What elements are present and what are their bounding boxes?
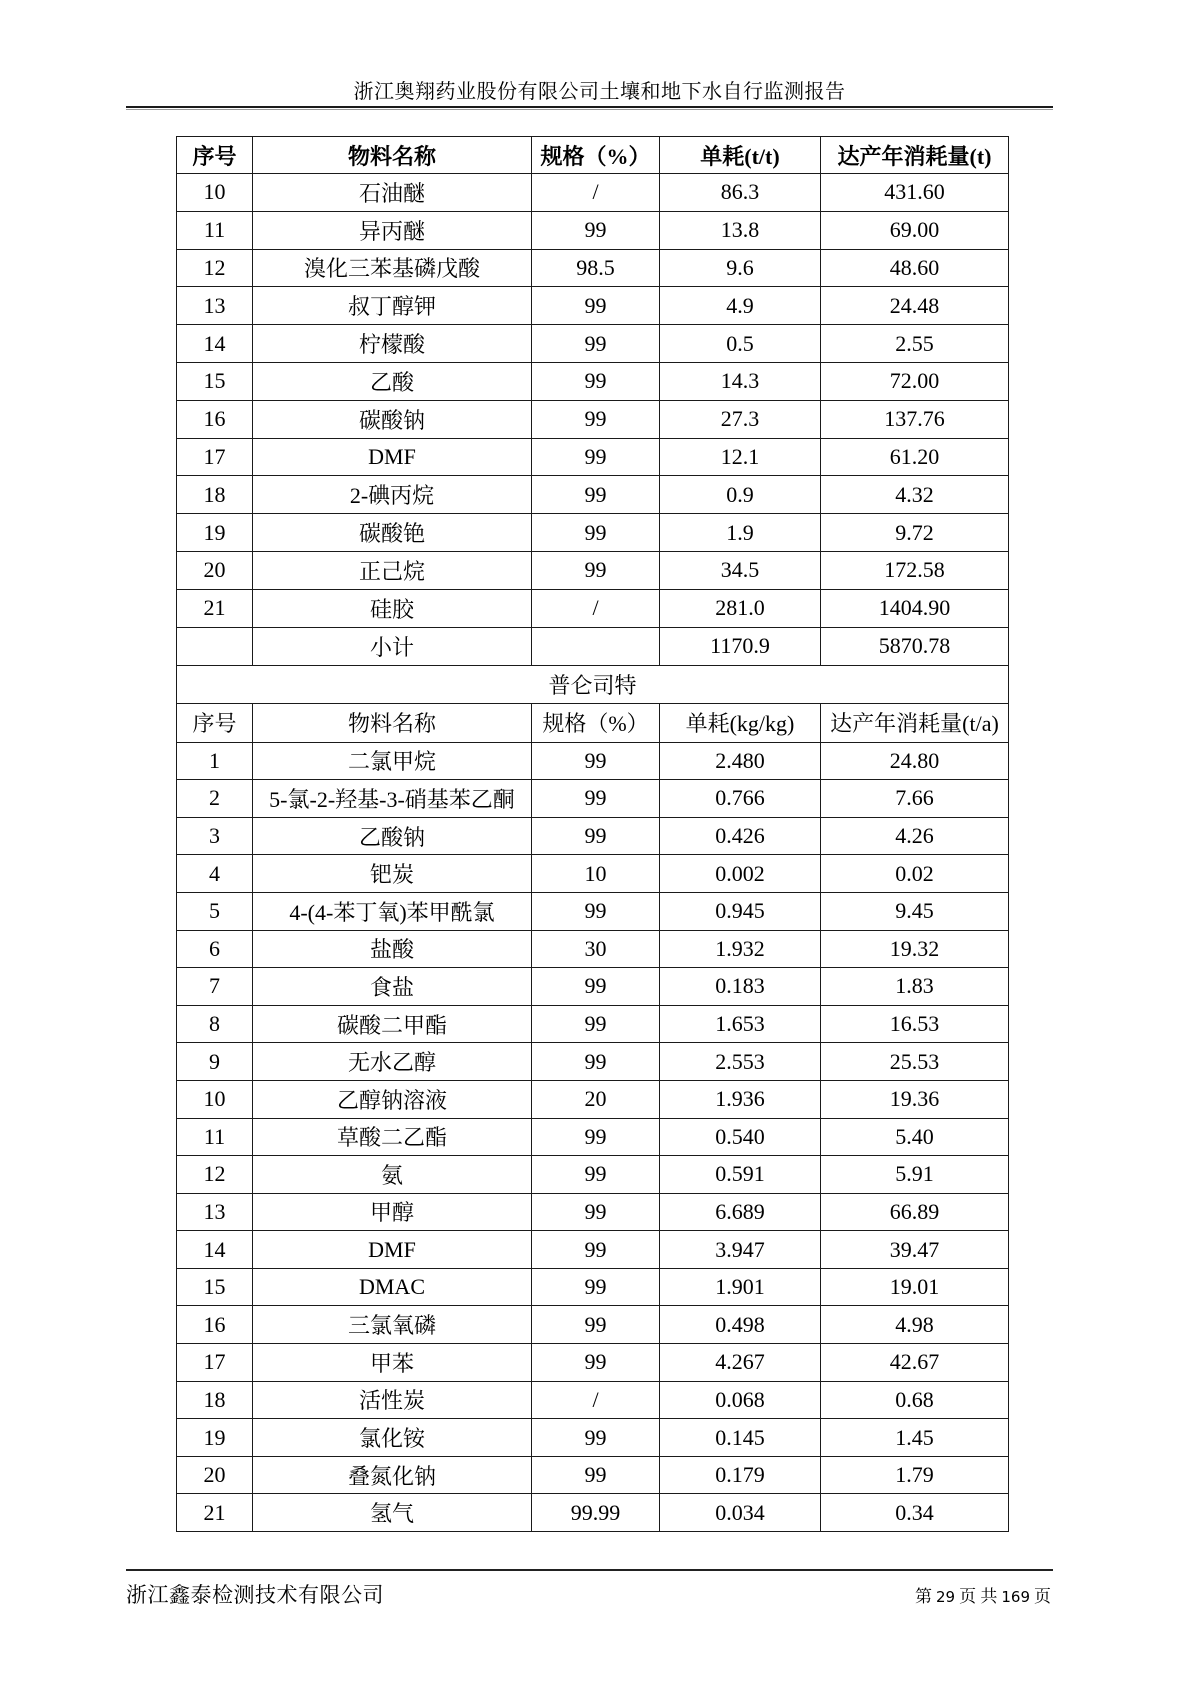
cell-material-name: 盐酸 — [253, 930, 532, 968]
page-title: 浙江奥翔药业股份有限公司土壤和地下水自行监测报告 — [353, 81, 846, 103]
cell-annual-consumption: 4.98 — [821, 1306, 1009, 1344]
cell-annual-consumption: 0.68 — [821, 1381, 1009, 1419]
footer-page-number — [913, 1582, 1053, 1607]
cell-unit-consumption: 0.591 — [660, 1156, 821, 1194]
cell-seq: 1 — [177, 742, 253, 780]
cell-unit-consumption: 13.8 — [660, 211, 821, 249]
table1-header-row — [177, 137, 1009, 174]
cell-material-name: 柠檬酸 — [253, 325, 532, 363]
total-page-count: 169 — [1001, 1588, 1030, 1606]
cell-spec-percent: 99 — [532, 1306, 660, 1344]
cell-seq: 15 — [177, 362, 253, 400]
footer-rule — [126, 1569, 1053, 1571]
section-title-row — [177, 665, 1009, 703]
cell-material-name: DMF — [253, 438, 532, 476]
cell-seq: 20 — [177, 1456, 253, 1494]
cell-seq: 16 — [177, 400, 253, 438]
table1-row — [177, 551, 1009, 589]
cell-annual-consumption: 72.00 — [821, 362, 1009, 400]
cell-annual-consumption: 16.53 — [821, 1005, 1009, 1043]
cell-unit-consumption: 4.267 — [660, 1344, 821, 1382]
cell-spec-percent: 99 — [532, 817, 660, 855]
cell-seq: 18 — [177, 476, 253, 514]
cell-unit-consumption: 86.3 — [660, 174, 821, 212]
cell-spec-percent: 99 — [532, 211, 660, 249]
cell-seq: 18 — [177, 1381, 253, 1419]
cell-annual-consumption: 5.91 — [821, 1156, 1009, 1194]
cell-unit-consumption: 0.9 — [660, 476, 821, 514]
cell-unit-consumption: 34.5 — [660, 551, 821, 589]
cell-annual-consumption: 137.76 — [821, 400, 1009, 438]
cell-unit-consumption: 9.6 — [660, 249, 821, 287]
cell-annual-consumption: 48.60 — [821, 249, 1009, 287]
cell-seq: 5 — [177, 892, 253, 930]
cell-material-name: 碳酸钠 — [253, 400, 532, 438]
cell-annual-consumption: 24.80 — [821, 742, 1009, 780]
table1-col-header-seq: 序号 — [177, 137, 253, 174]
table2-row — [177, 1231, 1009, 1269]
table1-row — [177, 249, 1009, 287]
cell-unit-consumption: 4.9 — [660, 287, 821, 325]
cell-annual-consumption: 19.36 — [821, 1080, 1009, 1118]
table1-row — [177, 211, 1009, 249]
current-page-number: 29 — [936, 1588, 956, 1606]
cell-unit-consumption: 1.901 — [660, 1268, 821, 1306]
cell-material-name: 5-氯-2-羟基-3-硝基苯乙酮 — [253, 780, 532, 818]
cell-annual-consumption: 0.34 — [821, 1494, 1009, 1532]
table1-row — [177, 174, 1009, 212]
cell-unit-consumption: 0.426 — [660, 817, 821, 855]
table2-row — [177, 1268, 1009, 1306]
cell-spec-percent: / — [532, 1381, 660, 1419]
header-rule — [126, 106, 1053, 110]
cell-material-name: 氯化铵 — [253, 1419, 532, 1457]
table2-row — [177, 1456, 1009, 1494]
table2-row — [177, 1080, 1009, 1118]
table2-row — [177, 780, 1009, 818]
cell-spec-percent: 99 — [532, 968, 660, 1006]
cell-unit-consumption: 2.480 — [660, 742, 821, 780]
table2-row — [177, 1419, 1009, 1457]
cell-spec-percent: / — [532, 174, 660, 212]
cell-seq: 3 — [177, 817, 253, 855]
page-number-suffix: 页 — [1034, 1587, 1051, 1606]
cell-annual-consumption: 9.72 — [821, 514, 1009, 552]
header-rule-thick-line — [126, 106, 1053, 108]
table2-col-header-material-name: 物料名称 — [253, 703, 532, 742]
page-number-middle: 页 共 — [959, 1587, 998, 1606]
cell-material-name: 正己烷 — [253, 551, 532, 589]
cell-annual-consumption: 19.01 — [821, 1268, 1009, 1306]
cell-spec-percent: 99 — [532, 476, 660, 514]
cell-unit-consumption: 0.945 — [660, 892, 821, 930]
footer-company-name: 浙江鑫泰检测技术有限公司 — [126, 1583, 384, 1607]
table1-col-header-unit-consumption: 单耗(t/t) — [660, 137, 821, 174]
materials-consumption-table — [176, 136, 1009, 1532]
cell-spec-percent: / — [532, 589, 660, 627]
table2-row — [177, 892, 1009, 930]
cell-seq: 12 — [177, 249, 253, 287]
cell-seq: 11 — [177, 211, 253, 249]
cell-unit-consumption: 1.932 — [660, 930, 821, 968]
cell-seq: 2 — [177, 780, 253, 818]
cell-seq: 11 — [177, 1118, 253, 1156]
cell-unit-consumption: 1.653 — [660, 1005, 821, 1043]
cell-spec-percent: 99 — [532, 1193, 660, 1231]
table2-row — [177, 1118, 1009, 1156]
table2-row — [177, 968, 1009, 1006]
subtotal-label: 小计 — [253, 627, 532, 665]
table1-row — [177, 400, 1009, 438]
cell-unit-consumption: 6.689 — [660, 1193, 821, 1231]
cell-unit-consumption: 0.540 — [660, 1118, 821, 1156]
table2-col-header-annual-consumption: 达产年消耗量(t/a) — [821, 703, 1009, 742]
cell-seq: 8 — [177, 1005, 253, 1043]
cell-seq: 19 — [177, 514, 253, 552]
cell-spec-percent: 99 — [532, 1419, 660, 1457]
cell-spec-percent: 99 — [532, 1118, 660, 1156]
cell-seq: 9 — [177, 1043, 253, 1081]
cell-annual-consumption: 0.02 — [821, 855, 1009, 893]
cell-material-name: 碳酸铯 — [253, 514, 532, 552]
cell-seq: 15 — [177, 1268, 253, 1306]
cell-spec-percent: 99 — [532, 551, 660, 589]
cell-spec-percent: 99 — [532, 287, 660, 325]
cell-seq: 10 — [177, 174, 253, 212]
cell-spec-percent: 99 — [532, 1268, 660, 1306]
cell-unit-consumption: 0.179 — [660, 1456, 821, 1494]
cell-annual-consumption: 61.20 — [821, 438, 1009, 476]
cell-material-name: 叔丁醇钾 — [253, 287, 532, 325]
cell-unit-consumption: 0.145 — [660, 1419, 821, 1457]
cell-material-name: 2-碘丙烷 — [253, 476, 532, 514]
cell-material-name: 三氯氧磷 — [253, 1306, 532, 1344]
cell-material-name: 氢气 — [253, 1494, 532, 1532]
cell-spec-percent: 99 — [532, 325, 660, 363]
cell-spec-percent: 98.5 — [532, 249, 660, 287]
cell-annual-consumption: 9.45 — [821, 892, 1009, 930]
cell-material-name: 叠氮化钠 — [253, 1456, 532, 1494]
cell-spec-percent: 99 — [532, 400, 660, 438]
page-number-prefix: 第 — [915, 1587, 933, 1606]
table1-col-header-material-name: 物料名称 — [253, 137, 532, 174]
table2-row — [177, 1306, 1009, 1344]
cell-spec-percent: 20 — [532, 1080, 660, 1118]
cell-annual-consumption: 66.89 — [821, 1193, 1009, 1231]
table2-row — [177, 1344, 1009, 1382]
cell-unit-consumption: 3.947 — [660, 1231, 821, 1269]
table1-subtotal-row — [177, 627, 1009, 665]
cell-seq: 14 — [177, 325, 253, 363]
table2-row — [177, 1494, 1009, 1532]
cell-spec-percent: 30 — [532, 930, 660, 968]
cell-annual-consumption: 42.67 — [821, 1344, 1009, 1382]
table2-row — [177, 1156, 1009, 1194]
cell-material-name: DMAC — [253, 1268, 532, 1306]
table2-row — [177, 1005, 1009, 1043]
cell-seq: 17 — [177, 1344, 253, 1382]
cell-seq: 12 — [177, 1156, 253, 1194]
cell-material-name: 食盐 — [253, 968, 532, 1006]
cell-material-name: 无水乙醇 — [253, 1043, 532, 1081]
cell-unit-consumption: 281.0 — [660, 589, 821, 627]
cell-spec-percent: 99 — [532, 438, 660, 476]
cell-material-name: 甲醇 — [253, 1193, 532, 1231]
cell-spec-percent: 99 — [532, 1005, 660, 1043]
subtotal-cell-spec — [532, 627, 660, 665]
cell-material-name: 碳酸二甲酯 — [253, 1005, 532, 1043]
cell-seq: 13 — [177, 287, 253, 325]
table2-row — [177, 855, 1009, 893]
cell-seq: 7 — [177, 968, 253, 1006]
cell-seq: 16 — [177, 1306, 253, 1344]
table2-col-header-spec-percent: 规格（%） — [532, 703, 660, 742]
cell-spec-percent: 99 — [532, 362, 660, 400]
section-title: 普仑司特 — [177, 665, 1009, 703]
cell-spec-percent: 99 — [532, 742, 660, 780]
cell-spec-percent: 99 — [532, 1456, 660, 1494]
cell-spec-percent: 99 — [532, 1156, 660, 1194]
cell-material-name: 氨 — [253, 1156, 532, 1194]
cell-material-name: DMF — [253, 1231, 532, 1269]
cell-seq: 20 — [177, 551, 253, 589]
table1-row — [177, 325, 1009, 363]
table1-row — [177, 362, 1009, 400]
table2-col-header-unit-consumption: 单耗(kg/kg) — [660, 703, 821, 742]
cell-spec-percent: 99 — [532, 1231, 660, 1269]
cell-annual-consumption: 1.45 — [821, 1419, 1009, 1457]
cell-material-name: 异丙醚 — [253, 211, 532, 249]
cell-annual-consumption: 1404.90 — [821, 589, 1009, 627]
table1-row — [177, 589, 1009, 627]
cell-spec-percent: 99 — [532, 1043, 660, 1081]
cell-unit-consumption: 1.9 — [660, 514, 821, 552]
cell-spec-percent: 99 — [532, 514, 660, 552]
cell-material-name: 甲苯 — [253, 1344, 532, 1382]
cell-spec-percent: 99 — [532, 1344, 660, 1382]
cell-unit-consumption: 2.553 — [660, 1043, 821, 1081]
cell-unit-consumption: 0.183 — [660, 968, 821, 1006]
cell-unit-consumption: 1.936 — [660, 1080, 821, 1118]
cell-material-name: 乙酸钠 — [253, 817, 532, 855]
table2-header-row — [177, 703, 1009, 742]
cell-annual-consumption: 1.83 — [821, 968, 1009, 1006]
cell-unit-consumption: 0.002 — [660, 855, 821, 893]
table2-col-header-seq: 序号 — [177, 703, 253, 742]
cell-unit-consumption: 0.5 — [660, 325, 821, 363]
cell-material-name: 溴化三苯基磷戊酸 — [253, 249, 532, 287]
subtotal-unit-consumption-total: 1170.9 — [660, 627, 821, 665]
cell-material-name: 石油醚 — [253, 174, 532, 212]
cell-seq: 4 — [177, 855, 253, 893]
cell-annual-consumption: 7.66 — [821, 780, 1009, 818]
cell-seq: 6 — [177, 930, 253, 968]
cell-seq: 19 — [177, 1419, 253, 1457]
cell-seq: 13 — [177, 1193, 253, 1231]
cell-unit-consumption: 0.068 — [660, 1381, 821, 1419]
cell-annual-consumption: 24.48 — [821, 287, 1009, 325]
table1-row — [177, 476, 1009, 514]
table1-col-header-spec-percent: 规格（%） — [532, 137, 660, 174]
cell-seq: 21 — [177, 1494, 253, 1532]
cell-annual-consumption: 2.55 — [821, 325, 1009, 363]
cell-material-name: 活性炭 — [253, 1381, 532, 1419]
cell-annual-consumption: 4.32 — [821, 476, 1009, 514]
cell-seq: 14 — [177, 1231, 253, 1269]
header-rule-thin-line — [126, 109, 1053, 110]
cell-spec-percent: 99 — [532, 892, 660, 930]
cell-seq: 21 — [177, 589, 253, 627]
cell-unit-consumption: 27.3 — [660, 400, 821, 438]
cell-annual-consumption: 39.47 — [821, 1231, 1009, 1269]
cell-unit-consumption: 0.034 — [660, 1494, 821, 1532]
subtotal-annual-consumption-total: 5870.78 — [821, 627, 1009, 665]
cell-material-name: 钯炭 — [253, 855, 532, 893]
table1-col-header-annual-consumption: 达产年消耗量(t) — [821, 137, 1009, 174]
cell-seq: 10 — [177, 1080, 253, 1118]
cell-unit-consumption: 0.766 — [660, 780, 821, 818]
cell-spec-percent: 10 — [532, 855, 660, 893]
cell-unit-consumption: 12.1 — [660, 438, 821, 476]
cell-seq: 17 — [177, 438, 253, 476]
table2-row — [177, 817, 1009, 855]
table2-row — [177, 742, 1009, 780]
cell-material-name: 乙酸 — [253, 362, 532, 400]
table1-row — [177, 438, 1009, 476]
cell-material-name: 草酸二乙酯 — [253, 1118, 532, 1156]
cell-annual-consumption: 25.53 — [821, 1043, 1009, 1081]
subtotal-cell-seq — [177, 627, 253, 665]
cell-unit-consumption: 0.498 — [660, 1306, 821, 1344]
cell-annual-consumption: 172.58 — [821, 551, 1009, 589]
cell-annual-consumption: 5.40 — [821, 1118, 1009, 1156]
cell-annual-consumption: 19.32 — [821, 930, 1009, 968]
cell-material-name: 乙醇钠溶液 — [253, 1080, 532, 1118]
cell-material-name: 二氯甲烷 — [253, 742, 532, 780]
table1-row — [177, 514, 1009, 552]
cell-annual-consumption: 431.60 — [821, 174, 1009, 212]
table2-row — [177, 930, 1009, 968]
cell-unit-consumption: 14.3 — [660, 362, 821, 400]
table2-row — [177, 1193, 1009, 1231]
table2-row — [177, 1043, 1009, 1081]
cell-annual-consumption: 1.79 — [821, 1456, 1009, 1494]
table1-row — [177, 287, 1009, 325]
cell-spec-percent: 99 — [532, 780, 660, 818]
cell-annual-consumption: 4.26 — [821, 817, 1009, 855]
cell-annual-consumption: 69.00 — [821, 211, 1009, 249]
cell-material-name: 4-(4-苯丁氧)苯甲酰氯 — [253, 892, 532, 930]
cell-spec-percent: 99.99 — [532, 1494, 660, 1532]
table2-row — [177, 1381, 1009, 1419]
cell-material-name: 硅胶 — [253, 589, 532, 627]
